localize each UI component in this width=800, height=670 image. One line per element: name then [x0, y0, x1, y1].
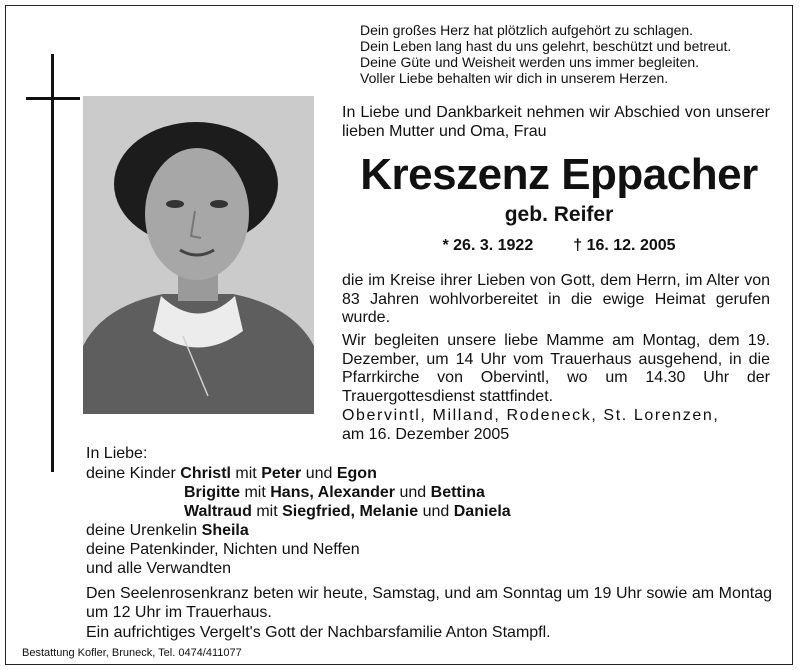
mourner-name: Bettina	[430, 484, 485, 501]
rosary-text: Den Seelenrosenkranz beten wir heute, Samstag, und am Sonntag um 19 Uhr sowie am Montag um 12 Uhr im Trauerhaus.	[86, 585, 772, 621]
intro-text: In Liebe und Dankbarkeit nehmen wir Abschied von unserer lieben Mutter und Oma, Frau	[342, 104, 770, 140]
mourner-text: und	[422, 503, 450, 520]
mourner-text: deine Kinder	[86, 465, 176, 482]
mourner-line	[86, 464, 377, 483]
mourner-text: deine Urenkelin	[86, 522, 198, 539]
life-dates	[330, 237, 788, 255]
mourner-line: und alle Verwandten	[86, 560, 231, 577]
mourner-name: Christl	[180, 465, 231, 482]
mourner-line	[184, 483, 485, 502]
mourner-name: Waltraud	[184, 503, 252, 520]
mourner-text: mit	[256, 503, 278, 520]
poem-line: Deine Güte und Weisheit werden uns immer begleiten.	[360, 54, 700, 70]
cross-icon	[51, 54, 54, 472]
thanks-text: Ein aufrichtiges Vergelt's Gott der Nachbarsfamilie Anton Stampfl.	[86, 624, 551, 641]
funeral-home-footer: Bestattung Kofler, Bruneck, Tel. 0474/411077	[22, 647, 242, 659]
poem-line: Voller Liebe behalten wir dich in unserem Herzen.	[360, 70, 669, 86]
mourner-name: Siegfried, Melanie	[282, 503, 419, 520]
mourner-name: Peter	[261, 465, 302, 482]
funeral-text: Wir begleiten unsere liebe Mamme am Montag, dem 19. Dezember, um 14 Uhr vom Trauerhaus ausgehend, in die Pfarrkirche von Obervintl, wo um 14.30 Uhr der Trauergottesdienst stattfindet.	[342, 332, 770, 405]
mourner-name: Hans, Alexander	[270, 484, 396, 501]
memorial-poem	[360, 22, 780, 86]
mourner-text: und	[399, 484, 427, 501]
mourner-name: Egon	[336, 465, 377, 482]
maiden-name: geb. Reifer	[504, 203, 614, 226]
mourner-line: deine Patenkinder, Nichten und Neffen	[86, 541, 360, 558]
mourner-text: mit	[235, 465, 257, 482]
mourner-name: Sheila	[201, 522, 249, 539]
portrait-photo	[83, 96, 314, 414]
mourners-heading: In Liebe:	[86, 445, 148, 462]
poem-line: Dein großes Herz hat plötzlich aufgehört zu schlagen.	[360, 22, 694, 38]
poem-line: Dein Leben lang hast du uns gelehrt, beschützt und betreut.	[360, 38, 732, 54]
birth-date: * 26. 3. 1922	[442, 237, 534, 254]
deceased-name: Kreszenz Eppacher	[360, 150, 758, 199]
mourner-name: Daniela	[453, 503, 511, 520]
mourner-line	[86, 521, 249, 540]
cross-icon-bar	[26, 97, 80, 100]
mourner-text: mit	[244, 484, 266, 501]
passing-text: die im Kreise ihrer Lieben von Gott, dem Herrn, im Alter von 83 Jahren wohlvorbereitet in die ewige Heimat gerufen wurde.	[342, 272, 770, 327]
mourner-text: und	[305, 465, 333, 482]
place-date: am 16. Dezember 2005	[342, 426, 510, 443]
death-date: † 16. 12. 2005	[573, 237, 676, 254]
places-line: Obervintl, Milland, Rodeneck, St. Lorenzen,	[342, 407, 720, 424]
mourner-name: Brigitte	[184, 484, 240, 501]
mourner-line	[184, 502, 511, 521]
